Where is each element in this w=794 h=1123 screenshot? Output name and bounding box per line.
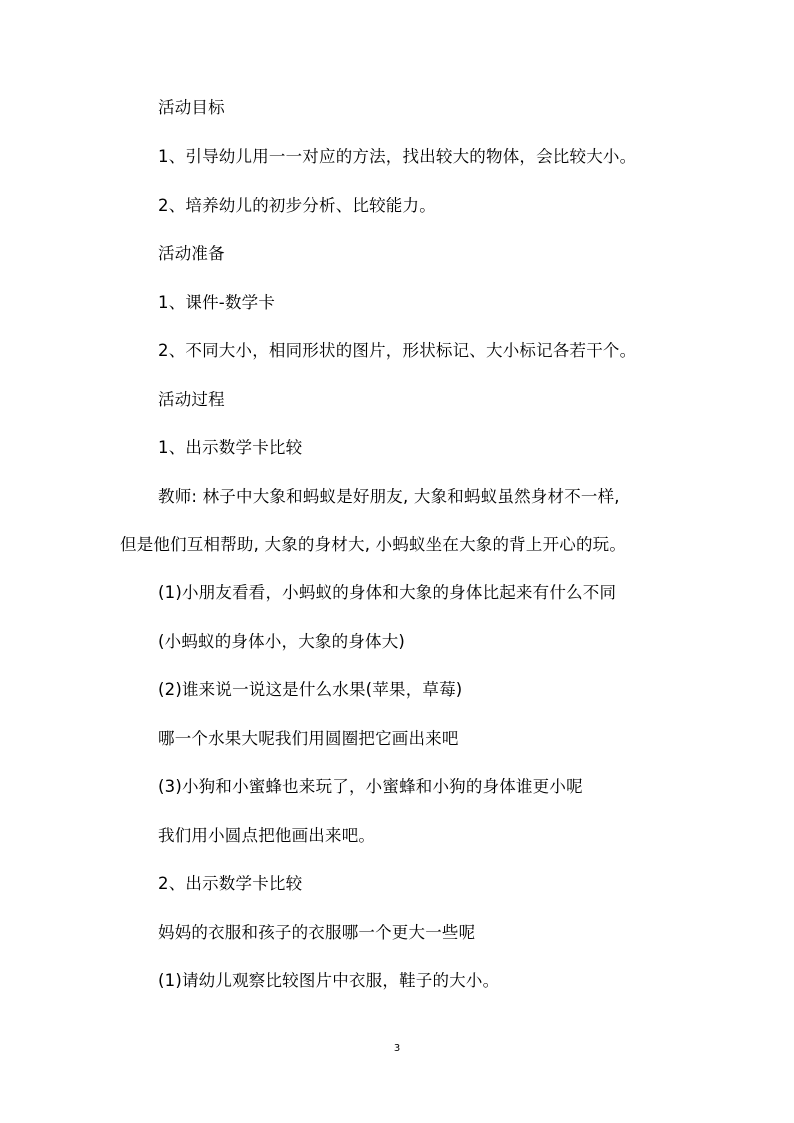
paragraph-line: (1)请幼儿观察比较图片中衣服，鞋子的大小。 xyxy=(158,971,500,990)
preparation-item-1: 1、课件-数学卡 xyxy=(158,293,276,312)
paragraph-line: (小蚂蚁的身体小，大象的身体大) xyxy=(158,632,406,651)
paragraph-line: 我们用小圆点把他画出来吧。 xyxy=(158,826,376,845)
preparation-item-2: 2、不同大小，相同形状的图片，形状标记、大小标记各若干个。 xyxy=(158,341,637,360)
paragraph-line: 但是他们互相帮助, 大象的身材大, 小蚂蚁坐在大象的背上开心的玩。 xyxy=(120,535,627,554)
goal-item-2: 2、培养幼儿的初步分析、比较能力。 xyxy=(158,196,436,215)
paragraph-line: 哪一个水果大呢我们用圆圈把它画出来吧 xyxy=(158,729,459,748)
paragraph-line: 教师: 林子中大象和蚂蚁是好朋友, 大象和蚂蚁虽然身材不一样, xyxy=(158,487,620,506)
paragraph-line: (3)小狗和小蜜蜂也来玩了，小蜜蜂和小狗的身体谁更小呢 xyxy=(158,777,583,796)
paragraph-line: (2)谁来说一说这是什么水果(苹果，草莓) xyxy=(158,680,463,699)
heading-activity-goals: 活动目标 xyxy=(158,98,225,117)
heading-activity-preparation: 活动准备 xyxy=(158,244,225,263)
heading-activity-process: 活动过程 xyxy=(158,390,225,409)
goal-item-1: 1、引导幼儿用一一对应的方法，找出较大的物体，会比较大小。 xyxy=(158,147,637,166)
process-step-2: 2、出示数学卡比较 xyxy=(158,874,303,893)
process-step-1: 1、出示数学卡比较 xyxy=(158,438,303,457)
paragraph-line: 妈妈的衣服和孩子的衣服哪一个更大一些呢 xyxy=(158,923,476,942)
paragraph-line: (1)小朋友看看，小蚂蚁的身体和大象的身体比起来有什么不同 xyxy=(158,583,617,602)
page-number: 3 xyxy=(393,1043,401,1054)
